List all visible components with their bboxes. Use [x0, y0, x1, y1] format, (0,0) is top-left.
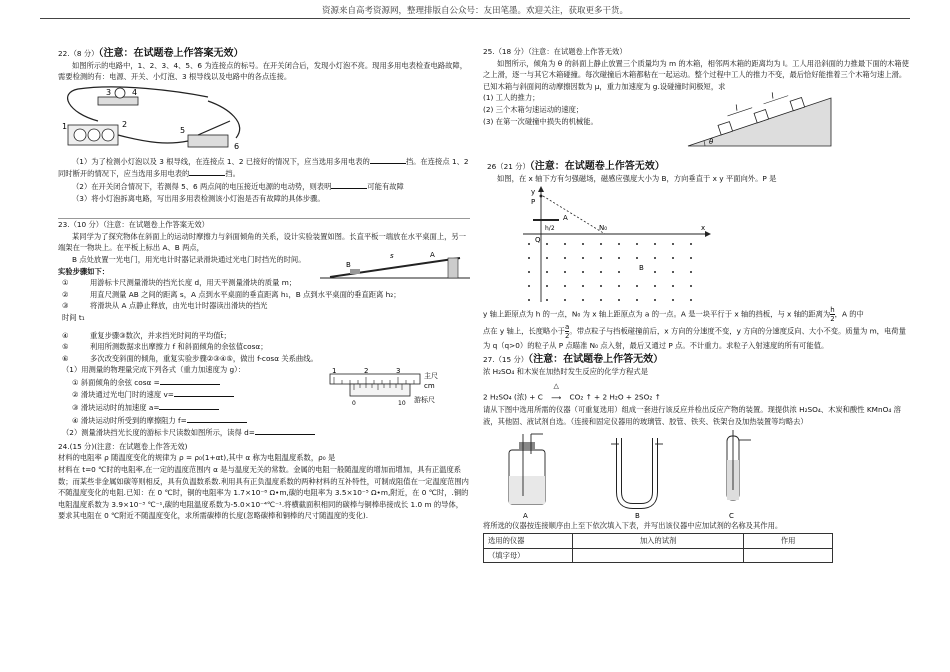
fig-label-2: 2 — [122, 119, 128, 129]
distance-arrow — [727, 108, 752, 116]
vernier-caliper-figure — [320, 360, 460, 412]
gas-washing-bottle-a — [509, 434, 545, 504]
q27-p3: 将所选的仪器按连接顺序由上至下依次填入下表，并写出该仪器中应加试剂的名称及其作用。 — [483, 520, 783, 530]
apparatus-diagram — [501, 430, 801, 522]
q22-circuit-figure — [58, 83, 470, 155]
vernier-scale — [350, 384, 410, 396]
question-24 — [58, 441, 470, 522]
table-sub-cell: （填字母） — [484, 548, 573, 563]
unit-label: cm — [424, 382, 435, 391]
frac-den: 2 — [830, 315, 835, 324]
q27-note: （注意：在试题卷上作答无效） — [528, 353, 664, 365]
question-25 — [483, 46, 913, 147]
fig-label-b: B — [639, 264, 644, 273]
step-num: ⑥ — [62, 353, 69, 363]
apparatus-label-a: A — [523, 511, 528, 520]
q24-p2: 材料在 t=0 ℃时的电阻率,在一定的温度范围内 α 是与温度无关的常数。金属的电阻一般随温度的增加而增加，具有正温度系数；而某些非金属如碳等则相反，具有负温数系数.利用具有正负温度系数的两种材料的互补特性，可制成阻值在一定温度范围内不随温度变化的电阻.已知：在 0 ℃时，铜的电阻率为 1.7×10⁻⁸ Ω•m,碳的电阻率为 3.5×10⁻⁵ Ω•m,附近，在 0 ℃时，.铜的电阻温度系数为 3.9×10⁻³ ℃⁻¹,碳的电阻温度系数为-5.0×10⁻⁴℃⁻¹.将横截面积相同的碳棒与铜棒串接成长 1.0 m 的导体，要求其电阻在 0 ℃附近不随温度变化，求所需碳棒的长度(忽略碳棒和铜棒的尺寸随温度的变化). — [58, 465, 469, 521]
apparatus-label-b: B — [635, 511, 640, 520]
step-text: 多次改变斜面的倾角，重复实验步骤②③④⑤，做出 f-cosα 关系曲线。 — [90, 353, 318, 363]
step-text: 用直尺测量 AB 之间的距离 s，A 点到水平桌面的垂直距离 h₁，B 点到水平桌面的垂直距离 h₂； — [90, 289, 401, 299]
q22-s1b: 挡。在连接点 1、2 同时断开的情况下，应当选用多用电表的 — [58, 156, 469, 179]
q23-stem2: B 点处放置一光电门，用光电计时器记录滑块通过光电门时挡光的时间。 — [72, 254, 306, 264]
fig-label-3: 3 — [106, 87, 112, 97]
answer-blank[interactable] — [331, 180, 367, 189]
fig-label-6: 6 — [234, 141, 240, 151]
step-num: ① — [62, 278, 69, 288]
field-dots — [528, 243, 692, 301]
q23-part1: （1）用测量的物理量完成下列各式（重力加速度为 g）： — [62, 365, 246, 375]
question-22 — [58, 48, 470, 204]
fig-label-l: l — [734, 103, 740, 114]
main-scale — [330, 374, 420, 384]
frac-num: a — [565, 323, 570, 332]
u-tube-b — [611, 438, 663, 506]
apparatus-label-c: C — [729, 511, 734, 520]
q23-stem: 某同学为了探究物体在斜面上的运动时摩擦力与斜面倾角的关系，设计实验装置如图。长直平板一端放在水平桌面上，另一端架在一物块上。在平板上标出 A、B 两点， — [58, 231, 467, 253]
tick-1: 1 — [332, 367, 337, 376]
tick-3: 3 — [396, 367, 401, 376]
sub-2: ② 滑块通过光电门时的速度 v= — [72, 390, 174, 400]
q25-note: （注意：在试题卷上作答无效） — [528, 47, 627, 56]
step-text: 用游标卡尺测量滑块的挡光长度 d，用天平测量滑块的质量 m； — [90, 278, 297, 288]
x-axis-arrow — [705, 231, 711, 237]
q22-s3: （3）将小灯泡拆离电路，写出用多用表检测该小灯泡是否有故障的具体步骤。 — [72, 193, 325, 203]
fig-label-l: l — [770, 91, 776, 102]
q26-p3b: 。带点粒子与挡板碰撞前后，x 方向的分速度不变，y 方向的分速度反向、大小不变。质量为 m，电荷量为 q（q>0）的粒子从 P 点瞄准 N₀ 点入射，最后又通过 P 点。不计重力。求粒子入射速度的所有可能值。 — [483, 326, 906, 351]
fig-label-a: A — [430, 250, 435, 259]
q22-note: （注意：在试题卷上作答案无效） — [98, 48, 244, 59]
fig-label-b: B — [346, 260, 351, 269]
incline-apparatus-figure — [320, 248, 470, 282]
q23-steps-title: 实验步骤如下： — [58, 266, 110, 276]
main-scale-label: 主尺 — [424, 372, 438, 381]
y-axis-arrow — [538, 186, 544, 192]
question-26 — [483, 161, 913, 352]
page-header: 资源来自高考资源网，整理排版自公众号：友田笔墨。欢迎关注，获取更多干货。 — [321, 6, 628, 16]
equation-left: 2 H₂SO₄ (浓) + C — [483, 392, 543, 402]
sub-3: ③ 滑块运动时的加速度 a= — [72, 403, 160, 413]
table-header-cell: 加入的试剂 — [573, 534, 744, 549]
switch-lever — [198, 121, 230, 135]
table-cell[interactable] — [573, 548, 744, 563]
bulb-icon — [115, 88, 125, 98]
q26-note: （注意：在试题卷上作答无效） — [529, 161, 665, 173]
q27-p1: 浓 H₂SO₄ 和木炭在加热时发生反应的化学方程式是 — [483, 366, 648, 376]
answer-blank[interactable] — [370, 155, 406, 164]
cell-icon — [88, 129, 100, 141]
fig-label-y: y — [531, 188, 536, 197]
q24-p1: 材料的电阻率 ρ 随温度变化的规律为 ρ = ρ₀(1+αt),其中 α 称为电阻温度系数，ρ₀ 是 — [58, 453, 336, 463]
question-23 — [58, 218, 470, 439]
sub-1: ① 斜面倾角的余弦 cosα = — [72, 377, 160, 387]
step-text: 将滑块从 A 点静止释放，由光电计时器读出滑块的挡光 — [90, 301, 268, 311]
step-num: ③ — [62, 301, 69, 311]
fig-label-h2: h/2 — [545, 225, 555, 233]
q25-label: 25.（18 分） — [483, 47, 529, 56]
fig-label-4: 4 — [132, 87, 138, 97]
fig-label-theta: θ — [709, 138, 714, 147]
right-column — [483, 46, 913, 563]
q27-label: 27.（15 分） — [483, 354, 529, 364]
vernier-tick-0: 0 — [352, 400, 356, 408]
step-num: ④ — [62, 330, 69, 340]
step-num: ② — [62, 289, 69, 299]
photogate-icon — [350, 269, 360, 274]
q26-p2: y 轴上距原点为 h 的一点，N₀ 为 x 轴上距原点为 a 的一点。A 是一块平行于 x 轴的挡板，与 x 轴的距离为 — [483, 309, 831, 319]
answer-blank[interactable] — [255, 426, 315, 435]
q26-stem: 如图，在 x 轴下方有匀强磁场，磁感应强度大小为 B，方向垂直于 x y 平面向外。P 是 — [497, 173, 777, 183]
answer-blank[interactable] — [189, 167, 225, 176]
step-text: 利用所测数据求出摩擦力 f 和斜面倾角的余弦值cosα； — [90, 342, 268, 352]
vernier-tick-10: 10 — [398, 400, 406, 408]
step-num: ⑤ — [62, 342, 69, 352]
wire-right — [208, 101, 240, 138]
distance-arrow — [764, 96, 789, 104]
q22-s1c: 挡。 — [225, 169, 240, 179]
sub-4: ④ 滑块运动时所受到的摩擦阻力 f= — [72, 415, 187, 425]
fig-label-1: 1 — [62, 121, 68, 131]
circuit-diagram — [58, 83, 288, 155]
q26-p2b: ，A 的中 — [834, 309, 864, 319]
point-p — [540, 195, 543, 198]
q24-note: (注意：在试题卷上作答无效) — [94, 441, 188, 451]
step-text: 重复步骤③数次，并求挡光时间的平均值t̄； — [90, 330, 231, 340]
q25-item-1: (1) 工人的推力； — [483, 93, 540, 103]
table-header-cell: 选用的仪器 — [484, 534, 573, 549]
support-block — [448, 258, 458, 278]
frac-den: 2 — [564, 332, 570, 341]
fig-label-p: P — [531, 198, 536, 207]
incline-boxes-figure — [683, 88, 833, 148]
q25-item-2: (2) 三个木箱匀速运动的速度； — [483, 104, 584, 114]
q24-label: 24.(15 分) — [58, 441, 95, 451]
q22-s1: （1）为了检测小灯泡以及 3 根导线，在连接点 1、2 已接好的情况下，应当选用多用电表的 — [72, 156, 370, 166]
q22-stem: 如图所示的电路中，1、2、3、4、5、6 为连接点的标号。在开关闭合后，发现小灯泡不亮。现用多用电表检查电路故障，需要检测的有：电源、开关、小灯泡、3 根导线以及电路中的各点连接。 — [58, 60, 468, 82]
q22-label: 22.（8 分） — [58, 49, 99, 58]
fig-label-q: Q — [535, 236, 541, 245]
apparatus-figure — [483, 428, 913, 520]
magnetic-field-figure — [523, 184, 713, 306]
answer-blank[interactable] — [187, 414, 247, 423]
answer-blank[interactable] — [160, 376, 220, 385]
cell-icon — [74, 129, 86, 141]
drying-tube-c — [727, 430, 751, 500]
fig-label-a: A — [563, 214, 568, 223]
q26-p3: 点在 y 轴上，长度略小于 — [483, 326, 565, 336]
tick-2: 2 — [364, 367, 369, 376]
q23-part2: （2）测量滑块挡光长度的游标卡尺读数如图所示，读得 d= — [62, 428, 255, 438]
q22-s2: （2）在开关闭合情况下，若测得 5、6 两点间的电压接近电源的电动势，则表明 — [72, 181, 332, 191]
lamp-board — [98, 97, 138, 105]
fig-label-n0: N₀ — [599, 224, 608, 233]
answer-table — [483, 533, 833, 563]
switch-board — [188, 135, 228, 147]
answer-blank[interactable] — [159, 401, 219, 410]
q27-p2: 请从下图中选用所需的仪器（可重复选用）组成一套进行该反应并检出反应产物的装置。现提供浓 H₂SO₄、木炭和酸性 KMnO₄ 溶液，其他固、液试剂自选。（连接和固定仪器用的玻璃管、胶管、铁夹、铁架台及加热装置等均略去） — [483, 405, 901, 426]
q23-note: （注意：在试题卷上作答案无效） — [103, 220, 209, 230]
q26-label: 26（21 分） — [487, 162, 530, 172]
question-27 — [483, 354, 913, 563]
q25-stem: 如图所示，倾角为 θ 的斜面上静止放置三个质量均为 m 的木箱，相邻两木箱的距离均为 l。工人用沿斜面的力推最下面的木箱使之上滑，逐一与其它木箱碰撞。每次碰撞后木箱都粘在一起运动。整个过程中工人的推力不变，最后恰好能推着三个木箱匀速上滑。已知木箱与斜面间的动摩擦因数为 μ，重力加速度为 g.设碰撞时间极短，求 — [483, 58, 909, 91]
frac-num: h — [830, 306, 835, 315]
fig-label-5: 5 — [180, 125, 186, 135]
q23-label: 23.（10 分） — [58, 220, 104, 230]
fig-label-x: x — [701, 224, 706, 233]
cell-icon — [102, 129, 114, 141]
wire-bottom — [118, 135, 188, 143]
vernier-scale-label: 游标尺 — [414, 396, 435, 405]
header-divider — [40, 18, 910, 19]
table-header-cell: 作用 — [744, 534, 833, 549]
q25-item-3: (3) 在第一次碰撞中损失的机械能。 — [483, 116, 598, 126]
left-column — [58, 46, 470, 522]
equation-right: CO₂ ↑ + 2 H₂O + 2SO₂ ↑ — [569, 392, 661, 402]
fig-label-s: s — [390, 251, 394, 260]
table-cell[interactable] — [744, 548, 833, 563]
step3-continued: 时间 t₁ — [62, 312, 85, 322]
q26-figure-area — [483, 184, 913, 306]
heat-arrow-icon: △ ⟶ — [551, 382, 562, 402]
q22-s2b: 可能有故障 — [367, 181, 404, 191]
table-row — [484, 548, 833, 563]
table-header-row — [484, 534, 833, 549]
answer-blank[interactable] — [174, 388, 234, 397]
